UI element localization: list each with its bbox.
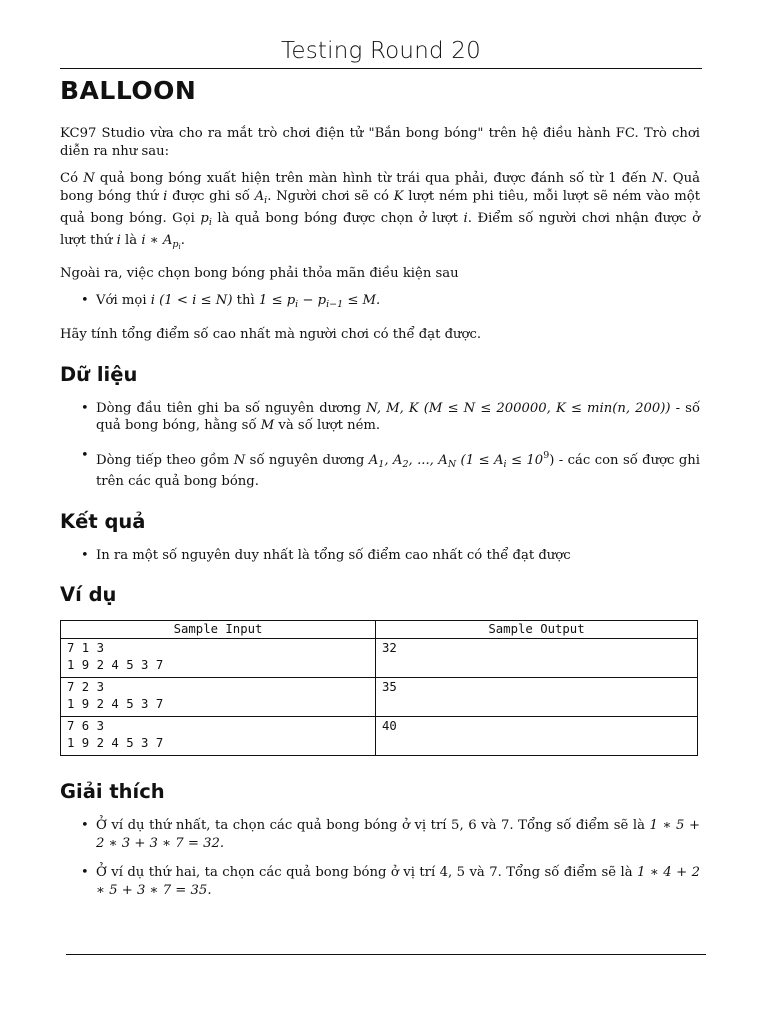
sample-input-cell: 7 2 3 1 9 2 4 5 3 7 <box>61 678 376 717</box>
sample-table <box>60 620 698 756</box>
sample-input-header: Sample Input <box>61 621 376 639</box>
list-item: • Ở ví dụ thứ nhất, ta chọn các quả bong bóng ở vị trí 5, 6 và 7. Tổng số điểm sẽ là 1 ∗ 5 + 2 ∗ 3 + 3 ∗ 7 = 32. <box>60 817 700 852</box>
page-header-round: Testing Round 20 <box>281 38 481 64</box>
problem-content <box>60 72 700 911</box>
sample-output-header: Sample Output <box>376 621 698 639</box>
examples-heading: Ví dụ <box>60 583 117 606</box>
sample-output-cell: 40 <box>376 717 698 756</box>
sample-output-cell: 35 <box>376 678 698 717</box>
sample-input-cell: 7 1 3 1 9 2 4 5 3 7 <box>61 639 376 678</box>
statement-intro: KC97 Studio vừa cho ra mắt trò chơi điện tử "Bắn bong bóng" trên hệ điều hành FC. Trò chơi diễn ra như sau: <box>60 126 700 159</box>
footer-rule <box>66 954 706 955</box>
problem-title: BALLOON <box>60 76 197 105</box>
output-list <box>60 547 700 565</box>
header-rule <box>60 68 702 69</box>
condition-list <box>60 292 700 314</box>
list-item: • In ra một số nguyên duy nhất là tổng số điểm cao nhất có thể đạt được <box>60 547 700 565</box>
sample-table-header <box>61 621 698 639</box>
input-list <box>60 400 700 491</box>
table-row <box>61 678 698 717</box>
list-item: • Với mọi i (1 < i ≤ N) thì $1 \le p_i - p_{i-1} \le M$. <box>60 292 700 314</box>
list-item: • Ở ví dụ thứ hai, ta chọn các quả bong bóng ở vị trí 4, 5 và 7. Tổng số điểm sẽ là 1 ∗ 4 + 2 ∗ 5 + 3 ∗ 7 = 35. <box>60 864 700 899</box>
statement-task: Hãy tính tổng điểm số cao nhất mà người chơi có thể đạt được. <box>60 326 482 342</box>
table-row <box>61 717 698 756</box>
list-item: • Dòng tiếp theo gồm N số nguyên dương $A_1$, $A_2$, ..., $A_N$ $(1 \le A_i \le 10^9)$ - các con số được ghi trên các quả bong bóng. <box>60 447 700 491</box>
statement-condition-intro: Ngoài ra, việc chọn bong bóng phải thỏa mãn điều kiện sau <box>60 266 459 281</box>
sample-output-cell: 32 <box>376 639 698 678</box>
list-item: • Dòng đầu tiên ghi ba số nguyên dương N, M, K (M ≤ N ≤ 200000, K ≤ min(n, 200)) - số quả bong bóng, hằng số M và số lượt ném. <box>60 400 700 435</box>
output-heading: Kết quả <box>60 509 146 533</box>
statement-rules: Có N quả bong bóng xuất hiện trên màn hình từ trái qua phải, được đánh số từ 1 đến N. Quả bong bóng thứ i được ghi số $A_i$. Người chơi sẽ có K lượt ném phi tiêu, mỗi lượt sẽ ném vào một quả bong bóng. Gọi $p_i$ là quả bong bóng được chọn ở lượt i. Điểm số người chơi nhận được ở lượt thứ i là i ∗ $A_{p_i}$. <box>60 171 701 251</box>
input-heading: Dữ liệu <box>60 362 138 386</box>
explanation-heading: Giải thích <box>60 780 165 803</box>
table-row <box>61 639 698 678</box>
explanation-list <box>60 817 700 899</box>
sample-input-cell: 7 6 3 1 9 2 4 5 3 7 <box>61 717 376 756</box>
